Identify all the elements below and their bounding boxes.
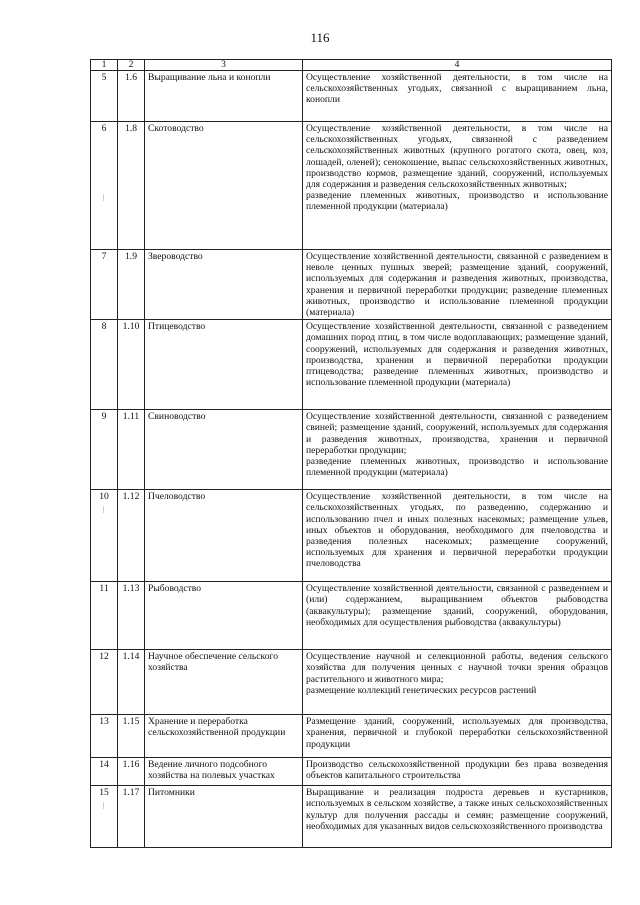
description-paragraph: Выращивание и реализация подроста деревьев и кустарников, используемых в сельском хозяйстве, а также иных сельскохозяйственных культур для получения рассады и семян; размещение сооружений, необходимых для указанных видов сельскохозяйственного производства bbox=[306, 787, 608, 832]
use-description bbox=[303, 250, 612, 320]
description-paragraph: разведение племенных животных, производство и использование племенной продукции (материала) bbox=[306, 190, 608, 213]
row-number bbox=[91, 250, 118, 320]
use-code: 1.9 bbox=[118, 250, 145, 320]
column-header: 1 bbox=[91, 60, 118, 71]
table-header-row bbox=[91, 60, 612, 71]
use-name: Пчеловодство bbox=[145, 490, 303, 582]
margin-mark bbox=[103, 506, 105, 513]
table-row bbox=[91, 758, 612, 786]
use-name: Научное обеспечение сельского хозяйства bbox=[145, 650, 303, 715]
use-code: 1.11 bbox=[118, 410, 145, 490]
column-header: 3 bbox=[145, 60, 303, 71]
row-number bbox=[91, 786, 118, 848]
row-number-text: 9 bbox=[101, 411, 107, 423]
table-row bbox=[91, 650, 612, 715]
use-description bbox=[303, 71, 612, 122]
column-header: 2 bbox=[118, 60, 145, 71]
use-code: 1.13 bbox=[118, 582, 145, 650]
row-number-text: 8 bbox=[101, 321, 107, 333]
column-header: 4 bbox=[303, 60, 612, 71]
row-number-text: 7 bbox=[101, 251, 107, 262]
description-paragraph: Осуществление хозяйственной деятельности, в том числе на сельскохозяйственных угодьях, связанной с разведением сельскохозяйственных животных (крупного рогатого скота, овец, коз, лошадей, оленей); сенокошение, выпас сельскохозяйственных животных, производство кормов, размещение зданий, сооружений, используемых для содержания и разведения сельскохозяйственных животных; bbox=[306, 123, 608, 191]
description-paragraph: Осуществление хозяйственной деятельности, связанной с разведением и (или) содержанием, выращиванием объектов рыбоводства (аквакультуры); размещение зданий, сооружений, оборудования, необходимых для осуществления рыбоводства (аквакультуры) bbox=[306, 583, 608, 628]
table-row bbox=[91, 320, 612, 410]
row-number bbox=[91, 758, 118, 786]
description-paragraph: Производство сельскохозяйственной продукции без права возведения объектов капитального строительства bbox=[306, 759, 608, 782]
row-number bbox=[91, 715, 118, 758]
row-number bbox=[91, 650, 118, 715]
row-number-text: 10 bbox=[99, 491, 109, 503]
use-code: 1.14 bbox=[118, 650, 145, 715]
use-code: 1.15 bbox=[118, 715, 145, 758]
use-description bbox=[303, 650, 612, 715]
use-name: Ведение личного подсобного хозяйства на полевых участках bbox=[145, 758, 303, 786]
row-number-text: 11 bbox=[99, 583, 109, 595]
use-name: Звероводство bbox=[145, 250, 303, 320]
table-body bbox=[91, 71, 612, 848]
table-row bbox=[91, 410, 612, 490]
use-code: 1.10 bbox=[118, 320, 145, 410]
table-row bbox=[91, 250, 612, 320]
table-row bbox=[91, 122, 612, 250]
land-use-table bbox=[90, 59, 612, 848]
description-paragraph: Осуществление хозяйственной деятельности, связанной с разведением домашних пород птиц, в том числе водоплавающих; размещение зданий, сооружений, используемых для содержания и разведения животных, производства, хранения и первичной переработки продукции птицеводства; разведение племенных животных, производство и использование племенной продукции (материала) bbox=[306, 321, 608, 389]
row-number-text: 15 bbox=[99, 787, 109, 799]
use-description bbox=[303, 715, 612, 758]
description-paragraph: Осуществление хозяйственной деятельности, связанной с разведением в неволе ценных пушных зверей; размещение зданий, сооружений, используемых для содержания и разведения животных, производства, хранения и первичной переработки продукции; разведение племенных животных, производство и использование племенной продукции (материала) bbox=[306, 251, 608, 319]
use-code: 1.16 bbox=[118, 758, 145, 786]
use-name: Выращивание льна и конопли bbox=[145, 71, 303, 122]
margin-mark bbox=[103, 194, 105, 201]
use-description bbox=[303, 758, 612, 786]
description-paragraph: разведение племенных животных, производство и использование племенной продукции (материала) bbox=[306, 456, 608, 479]
use-description bbox=[303, 320, 612, 410]
margin-mark bbox=[103, 802, 105, 809]
description-paragraph: Осуществление хозяйственной деятельности, связанной с разведением свиней; размещение зданий, сооружений, используемых для содержания и разведения животных, производства, хранения и первичной переработки продукции; bbox=[306, 411, 608, 456]
use-name: Хранение и переработка сельскохозяйственной продукции bbox=[145, 715, 303, 758]
table-row bbox=[91, 715, 612, 758]
table-row bbox=[91, 490, 612, 582]
use-description bbox=[303, 490, 612, 582]
use-name: Птицеводство bbox=[145, 320, 303, 410]
use-code: 1.8 bbox=[118, 122, 145, 250]
table-row bbox=[91, 786, 612, 848]
use-code: 1.6 bbox=[118, 71, 145, 122]
page-number: 116 bbox=[310, 30, 330, 45]
description-paragraph: Осуществление хозяйственной деятельности, в том числе на сельскохозяйственных угодьях, связанной с выращиванием льна, конопли bbox=[306, 72, 608, 106]
use-description bbox=[303, 122, 612, 250]
row-number-text: 5 bbox=[101, 72, 107, 83]
row-number bbox=[91, 582, 118, 650]
description-paragraph: Размещение зданий, сооружений, используемых для производства, хранения, первичной и глубокой переработки сельскохозяйственной продукции bbox=[306, 716, 608, 750]
row-number-text: 12 bbox=[99, 651, 109, 663]
use-name: Скотоводство bbox=[145, 122, 303, 250]
row-number bbox=[91, 410, 118, 490]
use-description bbox=[303, 786, 612, 848]
use-name: Рыбоводство bbox=[145, 582, 303, 650]
row-number bbox=[91, 122, 118, 250]
use-code: 1.12 bbox=[118, 490, 145, 582]
description-paragraph: размещение коллекций генетических ресурсов растений bbox=[306, 684, 537, 696]
use-name: Свиноводство bbox=[145, 410, 303, 490]
table-row bbox=[91, 71, 612, 122]
row-number bbox=[91, 71, 118, 122]
use-name: Питомники bbox=[145, 786, 303, 848]
description-paragraph: Осуществление хозяйственной деятельности, в том числе на сельскохозяйственных угодьях, по разведению, содержанию и использованию пчел и иных полезных насекомых; размещение ульев, иных объектов и оборудования, необходимого для пчеловодства и разведения полезных насекомых; размещение сооружений, используемых для хранения и первичной переработки продукции пчеловодства bbox=[306, 491, 608, 570]
use-description bbox=[303, 410, 612, 490]
table-row bbox=[91, 582, 612, 650]
row-number-text: 13 bbox=[99, 716, 109, 728]
row-number-text: 6 bbox=[101, 123, 107, 134]
row-number bbox=[91, 320, 118, 410]
row-number bbox=[91, 490, 118, 582]
description-paragraph: Осуществление научной и селекционной работы, ведения сельского хозяйства для получения ценных с научной точки зрения образцов растительного и животного мира; bbox=[306, 651, 608, 685]
use-description bbox=[303, 582, 612, 650]
row-number-text: 14 bbox=[99, 759, 109, 771]
use-code: 1.17 bbox=[118, 786, 145, 848]
